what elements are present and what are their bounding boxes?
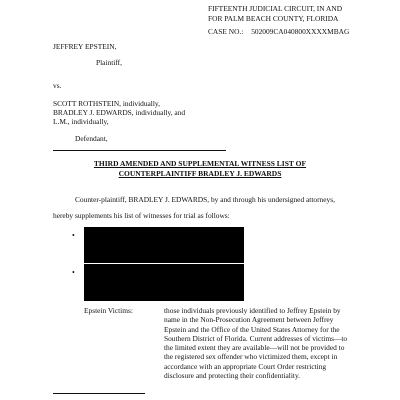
case-label: CASE NO.: (208, 27, 244, 36)
redaction-block-2 (84, 264, 244, 301)
case-number: 502009CA040800XXXXMBAG (251, 27, 350, 36)
plaintiff-name: JEFFREY EPSTEIN, (53, 42, 117, 51)
epstein-victims-label: Epstein Victims: (84, 306, 133, 315)
document-title-line-1: THIRD AMENDED AND SUPPLEMENTAL WITNESS LIST OF (93, 159, 307, 168)
defendant-role: Defendant, (75, 134, 108, 143)
defendant-line-1: SCOTT ROTHSTEIN, individually, (53, 99, 160, 108)
versus-label: vs. (53, 81, 62, 90)
court-line-2: FOR PALM BEACH COUNTY, FLORIDA (208, 14, 339, 23)
intro-paragraph-line-2: hereby supplements his list of witnesses for trial as follows: (53, 211, 230, 220)
document-title-line-2: COUNTERPLAINTIFF BRADLEY J. EDWARDS (118, 169, 282, 178)
footnote-divider (53, 393, 145, 394)
intro-paragraph-line-1: Counter-plaintiff, BRADLEY J. EDWARDS, by and through his undersigned attorneys, (75, 195, 335, 204)
case-number-line (208, 28, 349, 36)
bullet-2: • (72, 268, 75, 277)
court-line-1: FIFTEENTH JUDICIAL CIRCUIT, IN AND (208, 4, 343, 13)
defendant-line-2: BRADLEY J. EDWARDS, individually, and (53, 108, 186, 117)
caption-divider (53, 150, 226, 151)
epstein-victims-description: those individuals previously identified to Jeffrey Epstein by name in the Non-Prosecution Agreement between Jeffrey Epstein and the Office of the United States Attorney for the Southern District of Florida. Current addresses of victims—to the limited extent they are available—will not be provided to the registered sex offender who victimized them, except in accordance with an appropriate Court Order restricting disclosure and protecting their confidentiality. (164, 306, 348, 380)
bullet-1: • (72, 231, 75, 240)
defendant-line-3: L.M., individually, (53, 117, 109, 126)
redaction-block-1 (84, 227, 244, 263)
plaintiff-role: Plaintiff, (96, 58, 122, 67)
